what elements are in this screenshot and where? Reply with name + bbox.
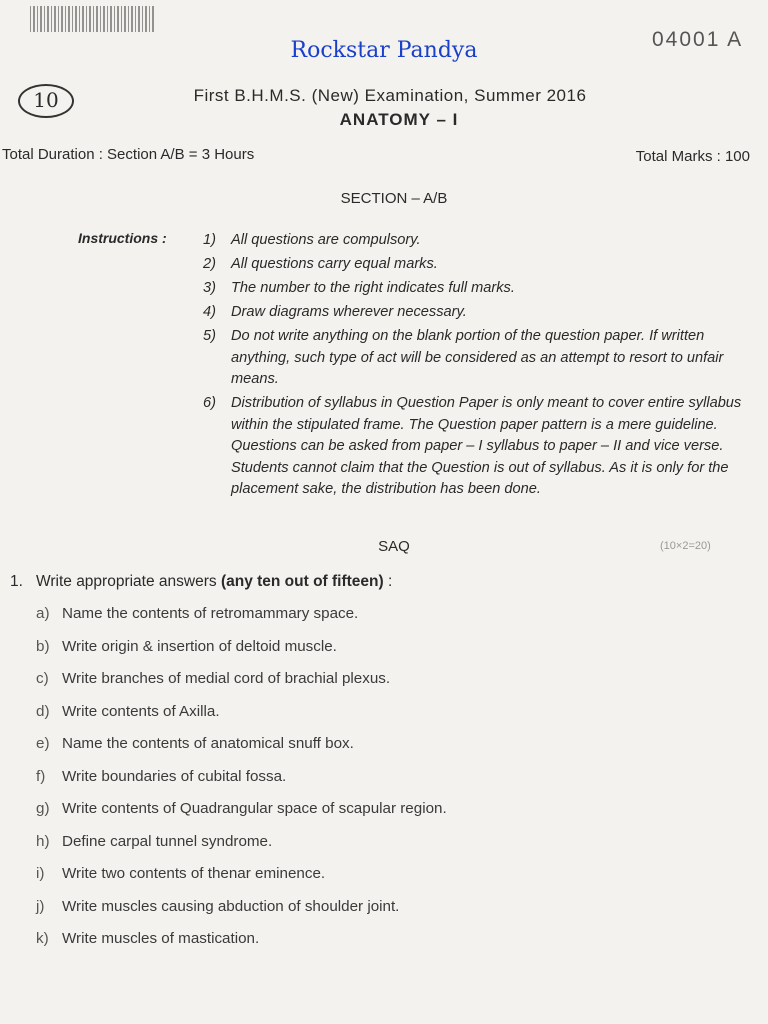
subquestion-item [36, 831, 447, 864]
subquestion-text: Write boundaries of cubital fossa. [62, 767, 287, 785]
exam-subject: ANATOMY – I [339, 110, 459, 129]
subquestion-letter: k) [36, 930, 49, 947]
subquestion-item [36, 636, 447, 669]
subquestion-item [36, 928, 447, 961]
subquestion-item [36, 603, 447, 636]
instruction-num: 3) [203, 280, 216, 296]
instruction-num: 1) [203, 232, 216, 248]
subquestion-letter: h) [36, 832, 50, 850]
instruction-item [203, 230, 763, 252]
exam-duration: Total Duration : Section A/B = 3 Hours [2, 146, 255, 163]
paper-code: 04001 A [652, 28, 744, 51]
total-marks: Total Marks : 100 [635, 148, 750, 165]
subquestion-letter: i) [36, 865, 45, 882]
subquestion-item [36, 668, 447, 701]
instruction-num: 5) [203, 328, 216, 344]
question-suffix: : [383, 573, 393, 590]
subquestion-text: Name the contents of retromammary space. [62, 605, 359, 622]
subquestion-letter: a) [36, 605, 50, 622]
instruction-num: 4) [203, 304, 216, 320]
section-title: SECTION – A/B [340, 190, 448, 207]
subquestion-item [36, 766, 447, 799]
saq-title: SAQ [378, 538, 410, 555]
instruction-item [203, 393, 763, 501]
subquestion-letter: g) [36, 800, 50, 817]
subquestion-text: Write contents of Quadrangular space of scapular region. [62, 800, 447, 817]
subquestion-letter: c) [36, 670, 49, 687]
subquestion-text: Write contents of Axilla. [62, 702, 220, 720]
subquestion-item [36, 701, 447, 734]
subquestion-text: Write branches of medial cord of brachial plexus. [62, 670, 391, 687]
subquestion-letter: f) [36, 767, 46, 785]
barcode [30, 6, 155, 32]
instruction-num: 2) [203, 256, 216, 272]
instruction-text: Draw diagrams wherever necessary. [231, 304, 467, 320]
marks-note: (10×2=20) [660, 540, 711, 552]
subquestion-text: Write muscles causing abduction of shoulder joint. [62, 897, 400, 915]
instruction-text: All questions are compulsory. [231, 232, 421, 248]
question-prefix: Write appropriate answers [36, 573, 221, 590]
subquestion-letter: e) [36, 735, 50, 752]
seat-mark: 10 [18, 84, 74, 118]
exam-title: First B.H.M.S. (New) Examination, Summer 2016 [193, 86, 587, 105]
subquestion-letter: b) [36, 637, 50, 655]
instructions-label: Instructions : [78, 230, 167, 246]
question-text [36, 573, 392, 591]
subquestion-text: Write two contents of thenar eminence. [62, 865, 326, 882]
subquestion-item [36, 863, 447, 896]
instruction-text: Distribution of syllabus in Question Paper is only meant to cover entire syllabus within the stipulated frame. The Question paper pattern is a mere guideline. Questions can be asked from paper – I syllabus to paper – II and vice verse. Students cannot claim that the Question is out of syllabus. As it is only for the placement sake, the distribution has been done. [231, 395, 742, 497]
instruction-text: The number to the right indicates full marks. [231, 280, 515, 296]
instruction-item [203, 326, 763, 391]
instruction-text: All questions carry equal marks. [231, 256, 438, 272]
question-number: 1. [10, 573, 23, 590]
instruction-text: Do not write anything on the blank portion of the question paper. If written anything, such type of act will be considered as an attempt to resort to unfair means. [231, 328, 724, 387]
subquestion-letter: d) [36, 702, 50, 720]
subquestion-text: Write origin & insertion of deltoid muscle. [62, 637, 337, 655]
instruction-num: 6) [203, 395, 216, 411]
subquestion-text: Write muscles of mastication. [62, 930, 260, 947]
subquestion-letter: j) [36, 897, 45, 915]
subquestion-item [36, 896, 447, 929]
instruction-item [203, 254, 763, 276]
question-bold: (any ten out of fifteen) [220, 573, 384, 590]
subquestion-text: Name the contents of anatomical snuff box. [62, 735, 354, 752]
subquestion-item [36, 798, 447, 831]
subquestion-item [36, 733, 447, 766]
subquestion-text: Define carpal tunnel syndrome. [62, 832, 273, 850]
instruction-item [203, 278, 763, 300]
subquestion-list [36, 603, 447, 961]
instruction-item [203, 302, 763, 324]
instructions-list [203, 230, 763, 503]
watermark-name: Rockstar Pandya [290, 38, 478, 63]
